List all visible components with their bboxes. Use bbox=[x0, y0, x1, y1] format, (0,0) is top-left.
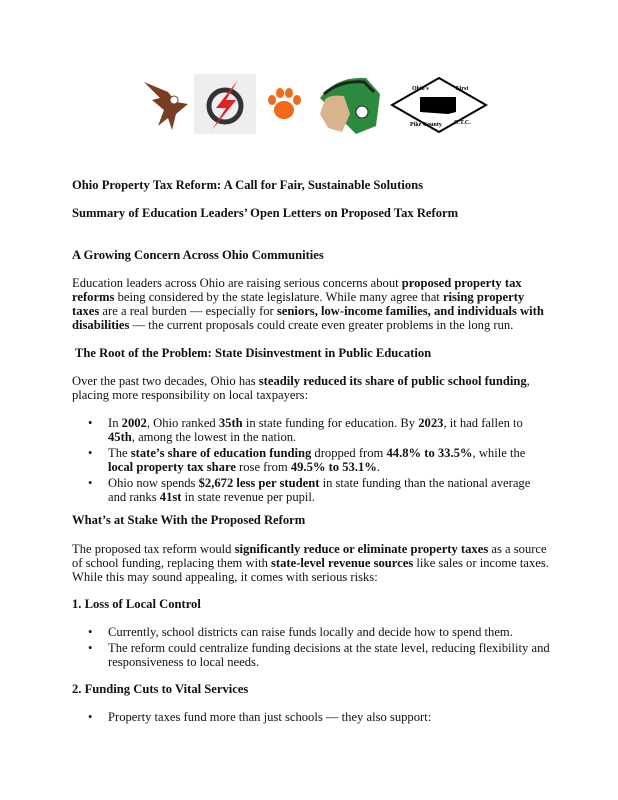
bullet-list-cuts bbox=[72, 710, 550, 726]
text-run: in state funding for education. By bbox=[242, 416, 419, 430]
text-run: Property taxes fund more than just schools — they also support: bbox=[108, 710, 432, 724]
text-run: like sales or income taxes. While this may sound appealing, it comes with serious risks: bbox=[72, 556, 549, 584]
section-heading-control: 1. Loss of Local Control bbox=[72, 597, 201, 611]
bullet-item bbox=[72, 476, 550, 504]
section-heading-root: The Root of the Problem: State Disinvestment in Public Education bbox=[72, 346, 432, 360]
pike-county-ctc-icon bbox=[390, 76, 488, 134]
bullet-item bbox=[72, 625, 550, 639]
text-run: dropped from bbox=[311, 446, 387, 460]
bullet-item bbox=[72, 446, 550, 474]
bullet-item bbox=[72, 710, 550, 724]
bold-text: seniors, low-income families, and individuals with disabilities bbox=[72, 304, 544, 332]
bullet-item bbox=[72, 641, 550, 669]
text-run: Ohio now spends bbox=[108, 476, 199, 490]
bold-text: $2,672 less per student bbox=[198, 476, 320, 490]
text-run: , placing more responsibility on local taxpayers: bbox=[72, 374, 530, 402]
bold-text: 49.5% to 53.1% bbox=[290, 460, 377, 474]
svg-text:Ohio's: Ohio's bbox=[412, 86, 429, 92]
text-run: being considered by the state legislature. While many agree that bbox=[114, 290, 443, 304]
svg-text:First: First bbox=[456, 86, 469, 92]
text-run: are a real burden — especially for bbox=[99, 304, 277, 318]
bold-text: steadily reduced its share of public school funding bbox=[258, 374, 527, 388]
text-run: Currently, school districts can raise funds locally and decide how to spend them. bbox=[108, 625, 513, 639]
text-run: , it had fallen to bbox=[443, 416, 523, 430]
bullet-item bbox=[72, 416, 550, 444]
svg-text:Pike County: Pike County bbox=[410, 122, 442, 128]
bold-text: 41st bbox=[159, 490, 182, 504]
text-run: as a source of school funding, replacing them with bbox=[72, 542, 547, 570]
bold-text: 45th bbox=[108, 430, 132, 444]
bold-text: local property tax share bbox=[108, 460, 236, 474]
text-run: In bbox=[108, 416, 122, 430]
lightning-logo-icon bbox=[194, 74, 256, 134]
text-run: in state funding than the national average and ranks bbox=[108, 476, 531, 504]
bullet-list-control bbox=[72, 625, 550, 671]
bold-text: 2002 bbox=[121, 416, 147, 430]
paragraph-root bbox=[72, 374, 550, 402]
logo-banner bbox=[138, 74, 488, 136]
headdress-mascot-icon bbox=[316, 74, 382, 136]
bold-text: significantly reduce or eliminate property taxes bbox=[234, 542, 489, 556]
text-run: Over the past two decades, Ohio has bbox=[72, 374, 259, 388]
bold-text: 2023 bbox=[418, 416, 444, 430]
eagle-logo-icon bbox=[138, 74, 190, 134]
paragraph-stake bbox=[72, 542, 550, 584]
text-run: — the current proposals could create even greater problems in the long run. bbox=[129, 318, 514, 332]
text-run: rose from bbox=[235, 460, 291, 474]
bold-text: state-level revenue sources bbox=[271, 556, 414, 570]
bold-text: proposed property tax reforms bbox=[72, 276, 522, 304]
tiger-paw-icon bbox=[266, 86, 302, 122]
text-run: The proposed tax reform would bbox=[72, 542, 235, 556]
text-run: , among the lowest in the nation. bbox=[131, 430, 297, 444]
paragraph-growing bbox=[72, 276, 550, 332]
section-heading-growing: A Growing Concern Across Ohio Communities bbox=[72, 248, 324, 262]
text-run: , while the bbox=[472, 446, 526, 460]
bold-text: state’s share of education funding bbox=[130, 446, 312, 460]
document-title: Ohio Property Tax Reform: A Call for Fair, Sustainable Solutions bbox=[72, 178, 424, 192]
section-heading-stake: What’s at Stake With the Proposed Reform bbox=[72, 513, 306, 527]
text-run: , Ohio ranked bbox=[146, 416, 219, 430]
text-run: . bbox=[376, 460, 381, 474]
document-subtitle: Summary of Education Leaders’ Open Letters on Proposed Tax Reform bbox=[72, 206, 459, 220]
text-run: The reform could centralize funding decisions at the state level, reducing flexibility and responsiveness to local needs. bbox=[108, 641, 550, 669]
text-run: Education leaders across Ohio are raising serious concerns about bbox=[72, 276, 402, 290]
svg-text:C.T.C.: C.T.C. bbox=[454, 120, 471, 126]
text-run: in state revenue per pupil. bbox=[181, 490, 316, 504]
bullet-list-root bbox=[72, 416, 550, 506]
section-heading-cuts: 2. Funding Cuts to Vital Services bbox=[72, 682, 249, 696]
text-run: The bbox=[108, 446, 131, 460]
bold-text: 35th bbox=[218, 416, 243, 430]
bold-text: rising property taxes bbox=[72, 290, 525, 318]
bold-text: 44.8% to 33.5% bbox=[386, 446, 473, 460]
